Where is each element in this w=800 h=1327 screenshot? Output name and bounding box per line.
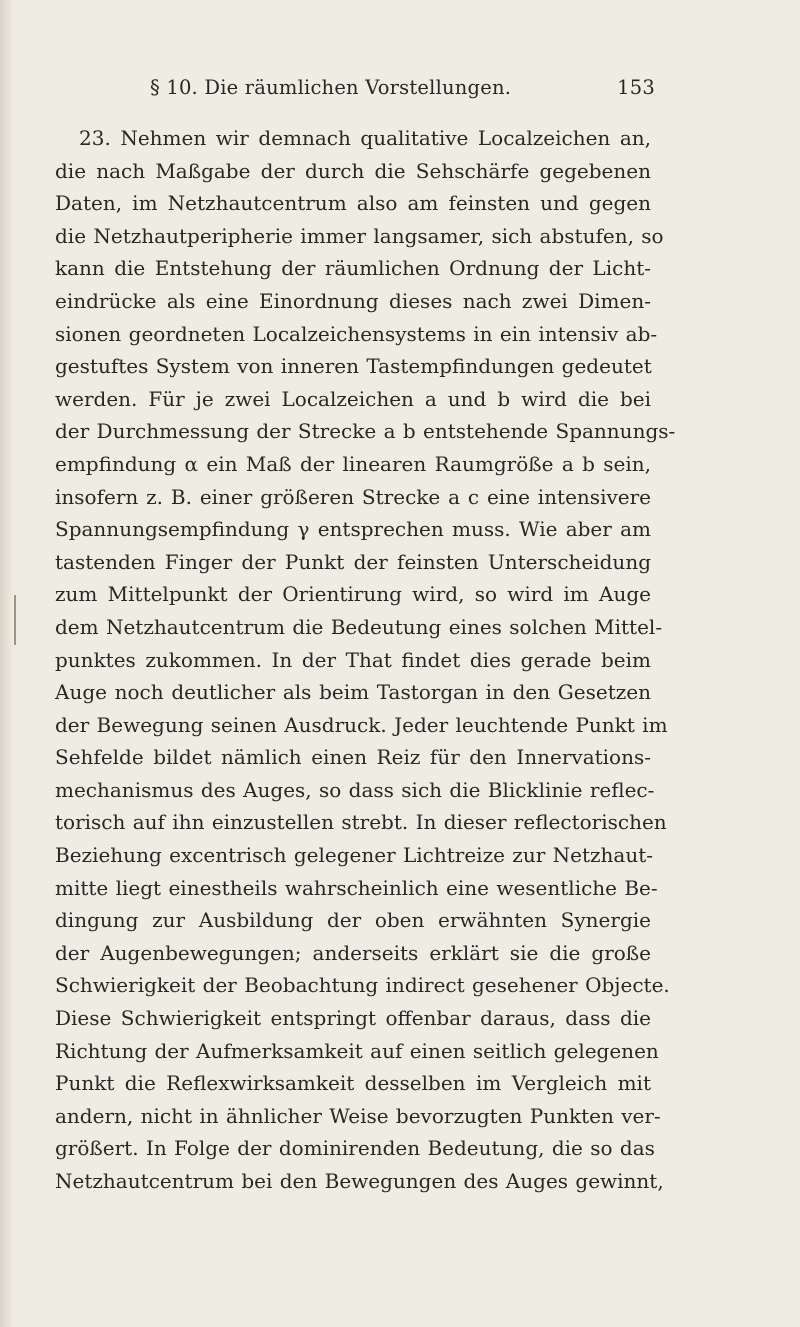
text-line: andern, nicht in ähnlicher Weise bevorzugten Punkten ver- bbox=[55, 1103, 661, 1128]
text-line: Spannungsempfindung γ entsprechen muss. Wie aber am bbox=[55, 517, 651, 542]
text-line: Punkt die Reflexwirksamkeit desselben im Vergleich mit bbox=[55, 1071, 651, 1096]
text-line: die nach Maßgabe der durch die Sehschärfe gegebenen bbox=[55, 158, 651, 183]
text-line: Auge noch deutlicher als beim Tastorgan in den Gesetzen bbox=[55, 680, 651, 705]
text-line: Beziehung excentrisch gelegener Lichtreize zur Netzhaut- bbox=[55, 843, 654, 868]
page-header bbox=[150, 76, 655, 104]
text-line: die Netzhautperipherie immer langsamer, sich abstufen, so bbox=[55, 223, 664, 248]
text-line: tastenden Finger der Punkt der feinsten Unterscheidung bbox=[55, 549, 651, 574]
text-line: zum Mittelpunkt der Orientirung wird, so wird im Auge bbox=[55, 582, 651, 607]
text-line: dingung zur Ausbildung der oben erwähnten Synergie bbox=[55, 908, 651, 933]
text-line: werden. Für je zwei Localzeichen a und b wird die bei bbox=[55, 386, 651, 411]
text-line: der Durchmessung der Strecke a b entstehende Spannungs- bbox=[55, 419, 676, 444]
text-line: mitte liegt einestheils wahrscheinlich eine wesentliche Be- bbox=[55, 875, 658, 900]
text-line: der Bewegung seinen Ausdruck. Jeder leuchtende Punkt im bbox=[55, 712, 668, 737]
margin-rule bbox=[14, 595, 16, 645]
text-line: eindrücke als eine Einordnung dieses nach zwei Dimen- bbox=[55, 288, 651, 313]
text-line: Diese Schwierigkeit entspringt offenbar daraus, dass die bbox=[55, 1006, 651, 1031]
text-line: mechanismus des Auges, so dass sich die Blicklinie reflec- bbox=[55, 777, 655, 802]
text-line: kann die Entstehung der räumlichen Ordnung der Licht- bbox=[55, 256, 651, 281]
text-line: torisch auf ihn einzustellen strebt. In dieser reflectorischen bbox=[55, 810, 667, 835]
page-number: 153 bbox=[617, 76, 655, 99]
text-line: empfindung α ein Maß der linearen Raumgröße a b sein, bbox=[55, 451, 651, 476]
running-head: § 10. Die räumlichen Vorstellungen. bbox=[150, 76, 512, 99]
text-line: dem Netzhautcentrum die Bedeutung eines solchen Mittel- bbox=[55, 614, 663, 639]
text-line: Schwierigkeit der Beobachtung indirect gesehener Objecte. bbox=[55, 973, 670, 998]
body-text bbox=[55, 122, 676, 1198]
text-line: Richtung der Aufmerksamkeit auf einen seitlich gelegenen bbox=[55, 1038, 659, 1063]
text-line: Sehfelde bildet nämlich einen Reiz für den Innervations- bbox=[55, 745, 651, 770]
text-line: 23. Nehmen wir demnach qualitative Localzeichen an, bbox=[79, 126, 651, 150]
text-line: der Augenbewegungen; anderseits erklärt sie die große bbox=[55, 940, 651, 965]
text-line: insofern z. B. einer größeren Strecke a c eine intensivere bbox=[55, 484, 651, 509]
text-line: größert. In Folge der dominirenden Bedeutung, die so das bbox=[55, 1136, 655, 1161]
text-line: punktes zukommen. In der That findet dies gerade beim bbox=[55, 647, 651, 672]
text-line: gestuftes System von inneren Tastempfindungen gedeutet bbox=[55, 354, 652, 379]
text-line: sionen geordneten Localzeichensystems in ein intensiv ab- bbox=[55, 321, 658, 346]
page-edge bbox=[0, 0, 14, 1327]
text-line: Netzhautcentrum bei den Bewegungen des Auges gewinnt, bbox=[55, 1169, 664, 1193]
text-line: Daten, im Netzhautcentrum also am feinsten und gegen bbox=[55, 191, 651, 216]
